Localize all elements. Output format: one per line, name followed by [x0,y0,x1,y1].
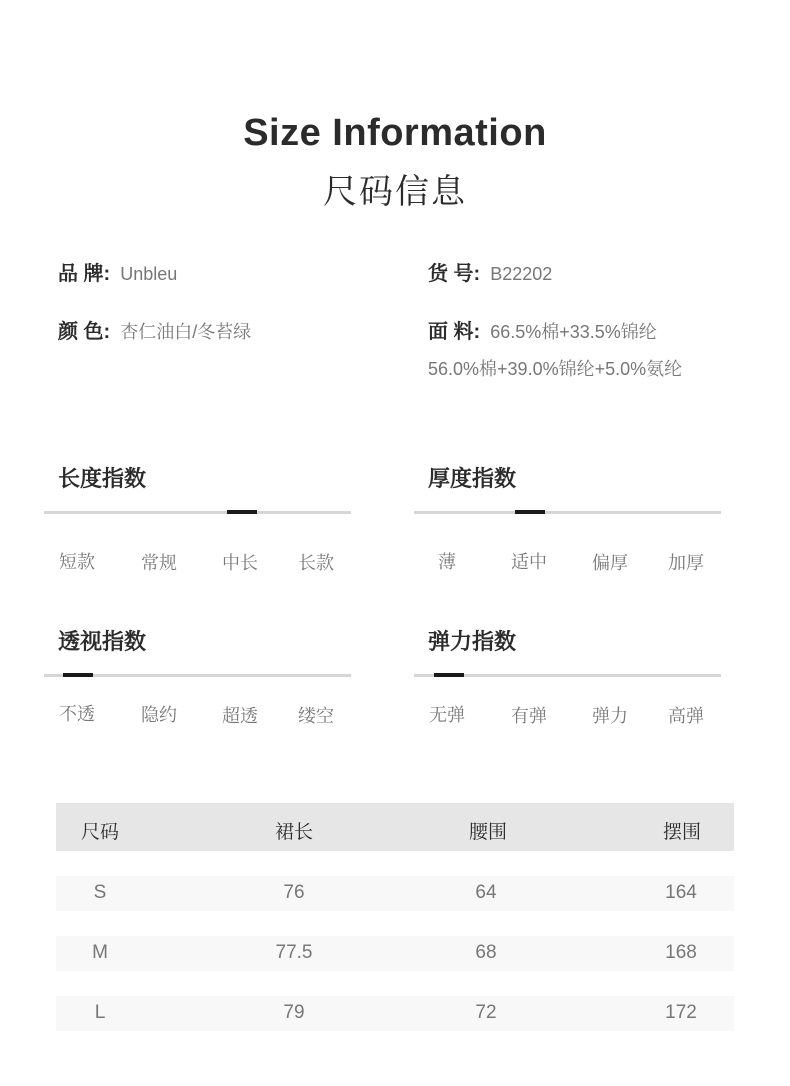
color-value: 杏仁油白/冬苔绿 [120,322,252,342]
fabric-info [428,315,657,344]
thickness-index-title: 厚度指数 [428,466,517,491]
fabric-value-2: 56.0%棉+39.0%锦纶+5.0%氨纶 [428,359,683,379]
cell-skirt-length: 77.5 [275,942,313,963]
header-size: 尺码 [80,822,120,843]
table-row [56,876,734,911]
thickness-option: 偏厚 [592,553,628,573]
cell-size: L [94,1002,106,1023]
sku-info [428,257,552,286]
sku-value: B22202 [490,264,553,284]
cell-hem: 172 [665,1002,697,1023]
thickness-option: 薄 [438,552,456,572]
elasticity-index-track [414,674,721,677]
title-chinese: 尺码信息 [323,173,467,211]
thickness-index-marker [515,510,545,514]
cell-skirt-length: 76 [283,882,305,903]
length-index-marker [227,510,257,514]
transparency-option: 隐约 [141,705,177,725]
length-option: 短款 [59,552,95,572]
color-info [58,315,251,344]
header-waist: 腰围 [468,822,508,843]
length-option: 常规 [141,553,177,573]
cell-waist: 72 [475,1002,497,1023]
table-row [56,996,734,1031]
cell-waist: 68 [475,942,497,963]
cell-size: S [93,882,107,903]
transparency-index-track [44,674,351,677]
length-index-track [44,511,351,514]
transparency-option: 超透 [222,706,258,726]
sku-label: 货 号: [428,263,481,285]
transparency-option: 不透 [59,704,95,724]
elasticity-index-title: 弹力指数 [428,629,517,654]
color-label: 颜 色: [58,321,111,343]
brand-value: Unbleu [120,264,178,284]
cell-skirt-length: 79 [283,1002,305,1023]
length-option: 中长 [222,553,258,573]
transparency-option: 缕空 [298,706,334,726]
elasticity-option: 高弹 [668,706,704,726]
thickness-option: 加厚 [668,553,704,573]
length-option: 长款 [298,553,334,573]
brand-info [58,257,177,286]
thickness-option: 适中 [511,552,547,572]
cell-hem: 168 [665,942,697,963]
transparency-index-title: 透视指数 [58,629,147,654]
elasticity-option: 无弹 [429,705,465,725]
header-hem: 摆围 [662,822,702,843]
cell-waist: 64 [475,882,497,903]
elasticity-option: 弹力 [592,706,628,726]
thickness-index-track [414,511,721,514]
cell-hem: 164 [665,882,697,903]
elasticity-option: 有弹 [511,706,547,726]
fabric-label: 面 料: [428,321,481,343]
header-skirt-length: 裙长 [274,822,314,843]
elasticity-index-marker [434,673,464,677]
table-row [56,936,734,971]
brand-label: 品 牌: [58,263,111,285]
title-english: Size Information [243,112,547,154]
cell-size: M [92,942,108,963]
size-table-header [56,803,734,851]
length-index-title: 长度指数 [58,466,147,491]
fabric-value-1: 66.5%棉+33.5%锦纶 [490,322,657,342]
transparency-index-marker [63,673,93,677]
